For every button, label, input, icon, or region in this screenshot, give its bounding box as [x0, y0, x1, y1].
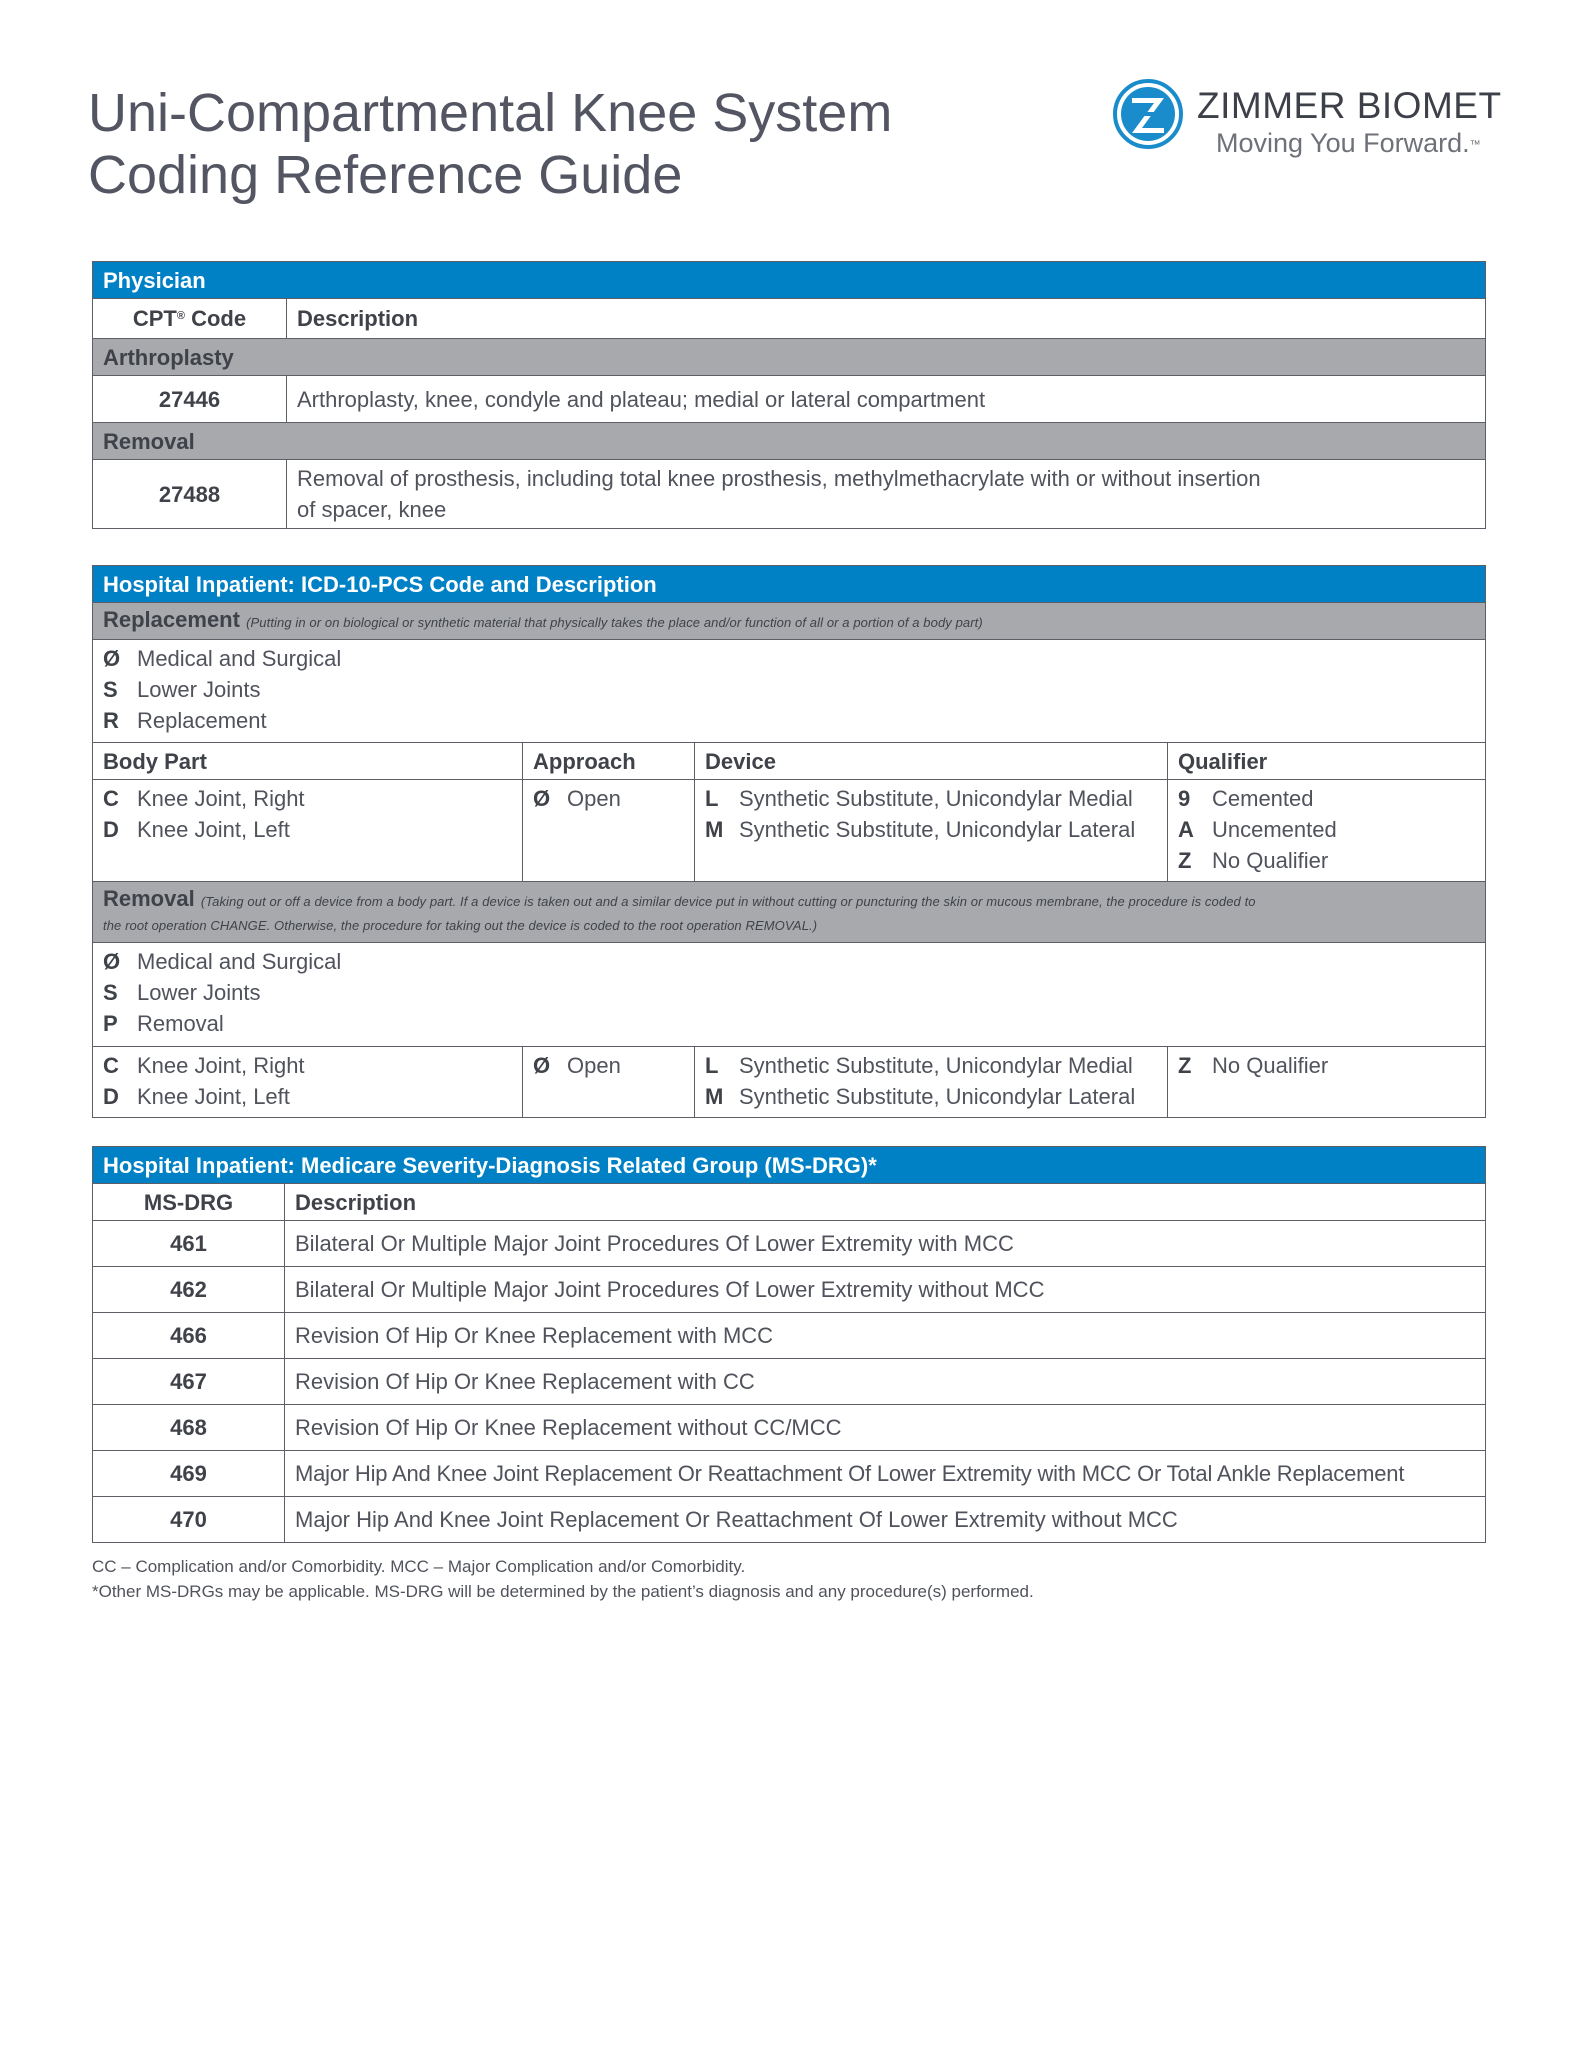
ms-drg-description-header: Description — [285, 1184, 1486, 1221]
code-meaning: Synthetic Substitute, Unicondylar Medial — [739, 1053, 1133, 1078]
list-item — [705, 1081, 1157, 1112]
replacement-device-cell — [695, 780, 1168, 882]
replacement-note: (Putting in or on biological or synthetic material that physically takes the place and/or function of all or a portion of a body part) — [246, 615, 983, 630]
list-item — [103, 1081, 512, 1112]
code-char: 9 — [1178, 786, 1191, 811]
removal-section-header — [93, 882, 1486, 943]
removal-qualifier-cell — [1168, 1047, 1486, 1118]
ms-drg-code: 470 — [93, 1497, 285, 1543]
list-item — [1178, 783, 1475, 814]
list-item — [1178, 814, 1475, 845]
ms-drg-table — [92, 1146, 1486, 1543]
ms-drg-description: Bilateral Or Multiple Major Joint Procedures Of Lower Extremity with MCC — [285, 1221, 1486, 1267]
ms-drg-code: 466 — [93, 1313, 285, 1359]
code-meaning: Knee Joint, Left — [137, 1084, 290, 1109]
replacement-section-header — [93, 603, 1486, 640]
table-row — [93, 1405, 1486, 1451]
list-item — [103, 1050, 512, 1081]
code-char: P — [103, 1011, 118, 1036]
approach-header: Approach — [523, 743, 695, 780]
cpt-label: CPT — [132, 306, 177, 331]
list-item — [1178, 845, 1475, 876]
ms-drg-description: Revision Of Hip Or Knee Replacement with MCC — [285, 1313, 1486, 1359]
code-meaning: Uncemented — [1212, 817, 1337, 842]
removal-note-line-2: the root operation CHANGE. Otherwise, the procedure for taking out the device is coded to the root operation REMOVAL.) — [103, 918, 818, 933]
table-row — [93, 1451, 1486, 1497]
brand-tagline — [1216, 128, 1481, 158]
ms-drg-code: 462 — [93, 1267, 285, 1313]
table-row — [93, 1267, 1486, 1313]
footnote-abbreviations: CC – Complication and/or Comorbidity. MCC – Major Complication and/or Comorbidity. — [92, 1557, 746, 1576]
physician-table — [92, 261, 1486, 529]
code-meaning: Open — [567, 786, 621, 811]
code-char: A — [1178, 817, 1194, 842]
removal-approach-cell — [523, 1047, 695, 1118]
list-item — [103, 705, 1475, 736]
code-meaning: No Qualifier — [1212, 848, 1329, 873]
ms-drg-description: Revision Of Hip Or Knee Replacement without CC/MCC — [285, 1405, 1486, 1451]
ms-drg-code: 467 — [93, 1359, 285, 1405]
removal-body-part-cell — [93, 1047, 523, 1118]
code-char: R — [103, 708, 119, 733]
code-char: L — [705, 786, 719, 811]
code-meaning: Cemented — [1212, 786, 1314, 811]
code-char: Z — [1178, 1053, 1192, 1078]
code-meaning: Medical and Surgical — [137, 646, 342, 671]
code-char: Ø — [103, 646, 121, 671]
code-meaning: No Qualifier — [1212, 1053, 1329, 1078]
code-meaning: Knee Joint, Right — [137, 786, 305, 811]
removal-device-cell — [695, 1047, 1168, 1118]
page-title — [88, 82, 988, 206]
replacement-qualifier-cell — [1168, 780, 1486, 882]
device-header: Device — [695, 743, 1168, 780]
list-item — [103, 814, 512, 845]
brand-name: ZIMMER BIOMET — [1197, 85, 1502, 126]
ms-drg-description: Bilateral Or Multiple Major Joint Procedures Of Lower Extremity without MCC — [285, 1267, 1486, 1313]
code-char: Ø — [533, 1053, 551, 1078]
list-item — [103, 1008, 1475, 1039]
removal-note-line-1: (Taking out or off a device from a body part. If a device is taken out and a similar device put in without cutting or puncturing the skin or mucous membrane, the procedure is coded to — [200, 894, 1256, 909]
trademark-mark: ™ — [1469, 139, 1481, 151]
code-char: M — [705, 1084, 724, 1109]
replacement-body-part-cell — [93, 780, 523, 882]
zimmer-biomet-logo-icon — [1112, 78, 1184, 150]
removal-section-label: Removal — [93, 423, 1486, 460]
list-item — [103, 977, 1475, 1008]
cpt-description-27446: Arthroplasty, knee, condyle and plateau; medial or lateral compartment — [287, 376, 1486, 423]
code-char: M — [705, 817, 724, 842]
table-row — [93, 1359, 1486, 1405]
icd-table-title: Hospital Inpatient: ICD-10-PCS Code and Description — [93, 566, 1486, 603]
qualifier-header: Qualifier — [1168, 743, 1486, 780]
code-label: Code — [184, 306, 247, 331]
ms-drg-description: Revision Of Hip Or Knee Replacement with CC — [285, 1359, 1486, 1405]
body-part-header: Body Part — [93, 743, 523, 780]
code-char: S — [103, 980, 118, 1005]
list-item — [103, 946, 1475, 977]
page-title-line-2: Coding Reference Guide — [88, 145, 683, 205]
code-meaning: Medical and Surgical — [137, 949, 342, 974]
code-char: Ø — [103, 949, 121, 974]
code-char: D — [103, 817, 119, 842]
registered-mark: ® — [176, 310, 185, 322]
cpt-code-27446: 27446 — [93, 376, 287, 423]
table-row — [93, 1497, 1486, 1543]
removal-header-line-2 — [103, 912, 1475, 936]
ms-drg-code: 468 — [93, 1405, 285, 1451]
code-char: C — [103, 1053, 119, 1078]
list-item — [705, 1050, 1157, 1081]
code-char: C — [103, 786, 119, 811]
cpt-description-27488-line-2: of spacer, knee — [297, 497, 447, 522]
list-item — [103, 643, 1475, 674]
replacement-approach-cell — [523, 780, 695, 882]
description-header: Description — [287, 299, 1486, 339]
ms-drg-code: 469 — [93, 1451, 285, 1497]
ms-drg-description: Major Hip And Knee Joint Replacement Or Reattachment Of Lower Extremity without MCC — [285, 1497, 1486, 1543]
code-meaning: Synthetic Substitute, Unicondylar Lateral — [739, 1084, 1136, 1109]
code-char: Z — [1178, 848, 1192, 873]
list-item — [1178, 1050, 1475, 1081]
code-char: Ø — [533, 786, 551, 811]
list-item — [103, 674, 1475, 705]
ms-drg-table-title: Hospital Inpatient: Medicare Severity-Diagnosis Related Group (MS-DRG)* — [93, 1147, 1486, 1184]
page-title-line-1: Uni-Compartmental Knee System — [88, 83, 893, 143]
list-item — [103, 783, 512, 814]
brand-tagline-text: Moving You Forward. — [1216, 128, 1470, 158]
list-item — [705, 783, 1157, 814]
removal-code-list — [93, 943, 1486, 1047]
code-meaning: Replacement — [137, 708, 267, 733]
physician-table-title: Physician — [93, 262, 1486, 299]
code-meaning: Synthetic Substitute, Unicondylar Medial — [739, 786, 1133, 811]
list-item — [533, 783, 684, 814]
brand-logo — [1112, 78, 1502, 168]
code-char: L — [705, 1053, 719, 1078]
code-meaning: Knee Joint, Left — [137, 817, 290, 842]
cpt-code-header — [93, 299, 287, 339]
removal-header-line-1 — [103, 888, 1475, 912]
removal-label: Removal — [103, 886, 195, 911]
replacement-code-list — [93, 640, 1486, 743]
icd-10-pcs-table — [92, 565, 1486, 1118]
code-meaning: Knee Joint, Right — [137, 1053, 305, 1078]
list-item — [533, 1050, 684, 1081]
ms-drg-header: MS-DRG — [93, 1184, 285, 1221]
code-meaning: Synthetic Substitute, Unicondylar Lateral — [739, 817, 1136, 842]
footnote-ms-drg: *Other MS-DRGs may be applicable. MS-DRG will be determined by the patient’s diagnosis and any procedure(s) performed. — [92, 1582, 1034, 1601]
code-char: D — [103, 1084, 119, 1109]
cpt-description-27488-line-1: Removal of prosthesis, including total knee prosthesis, methylmethacrylate with or without insertion — [297, 466, 1261, 491]
code-meaning: Removal — [137, 1011, 224, 1036]
replacement-label: Replacement — [103, 607, 240, 632]
code-meaning: Lower Joints — [137, 980, 261, 1005]
ms-drg-code: 461 — [93, 1221, 285, 1267]
cpt-code-27488: 27488 — [93, 460, 287, 529]
ms-drg-description: Major Hip And Knee Joint Replacement Or Reattachment Of Lower Extremity with MCC Or Total Ankle Replacement — [285, 1451, 1486, 1497]
arthroplasty-section-label: Arthroplasty — [93, 339, 1486, 376]
code-meaning: Open — [567, 1053, 621, 1078]
table-row — [93, 1221, 1486, 1267]
code-meaning: Lower Joints — [137, 677, 261, 702]
cpt-description-27488 — [287, 460, 1486, 529]
code-char: S — [103, 677, 118, 702]
table-row — [93, 1313, 1486, 1359]
list-item — [705, 814, 1157, 845]
